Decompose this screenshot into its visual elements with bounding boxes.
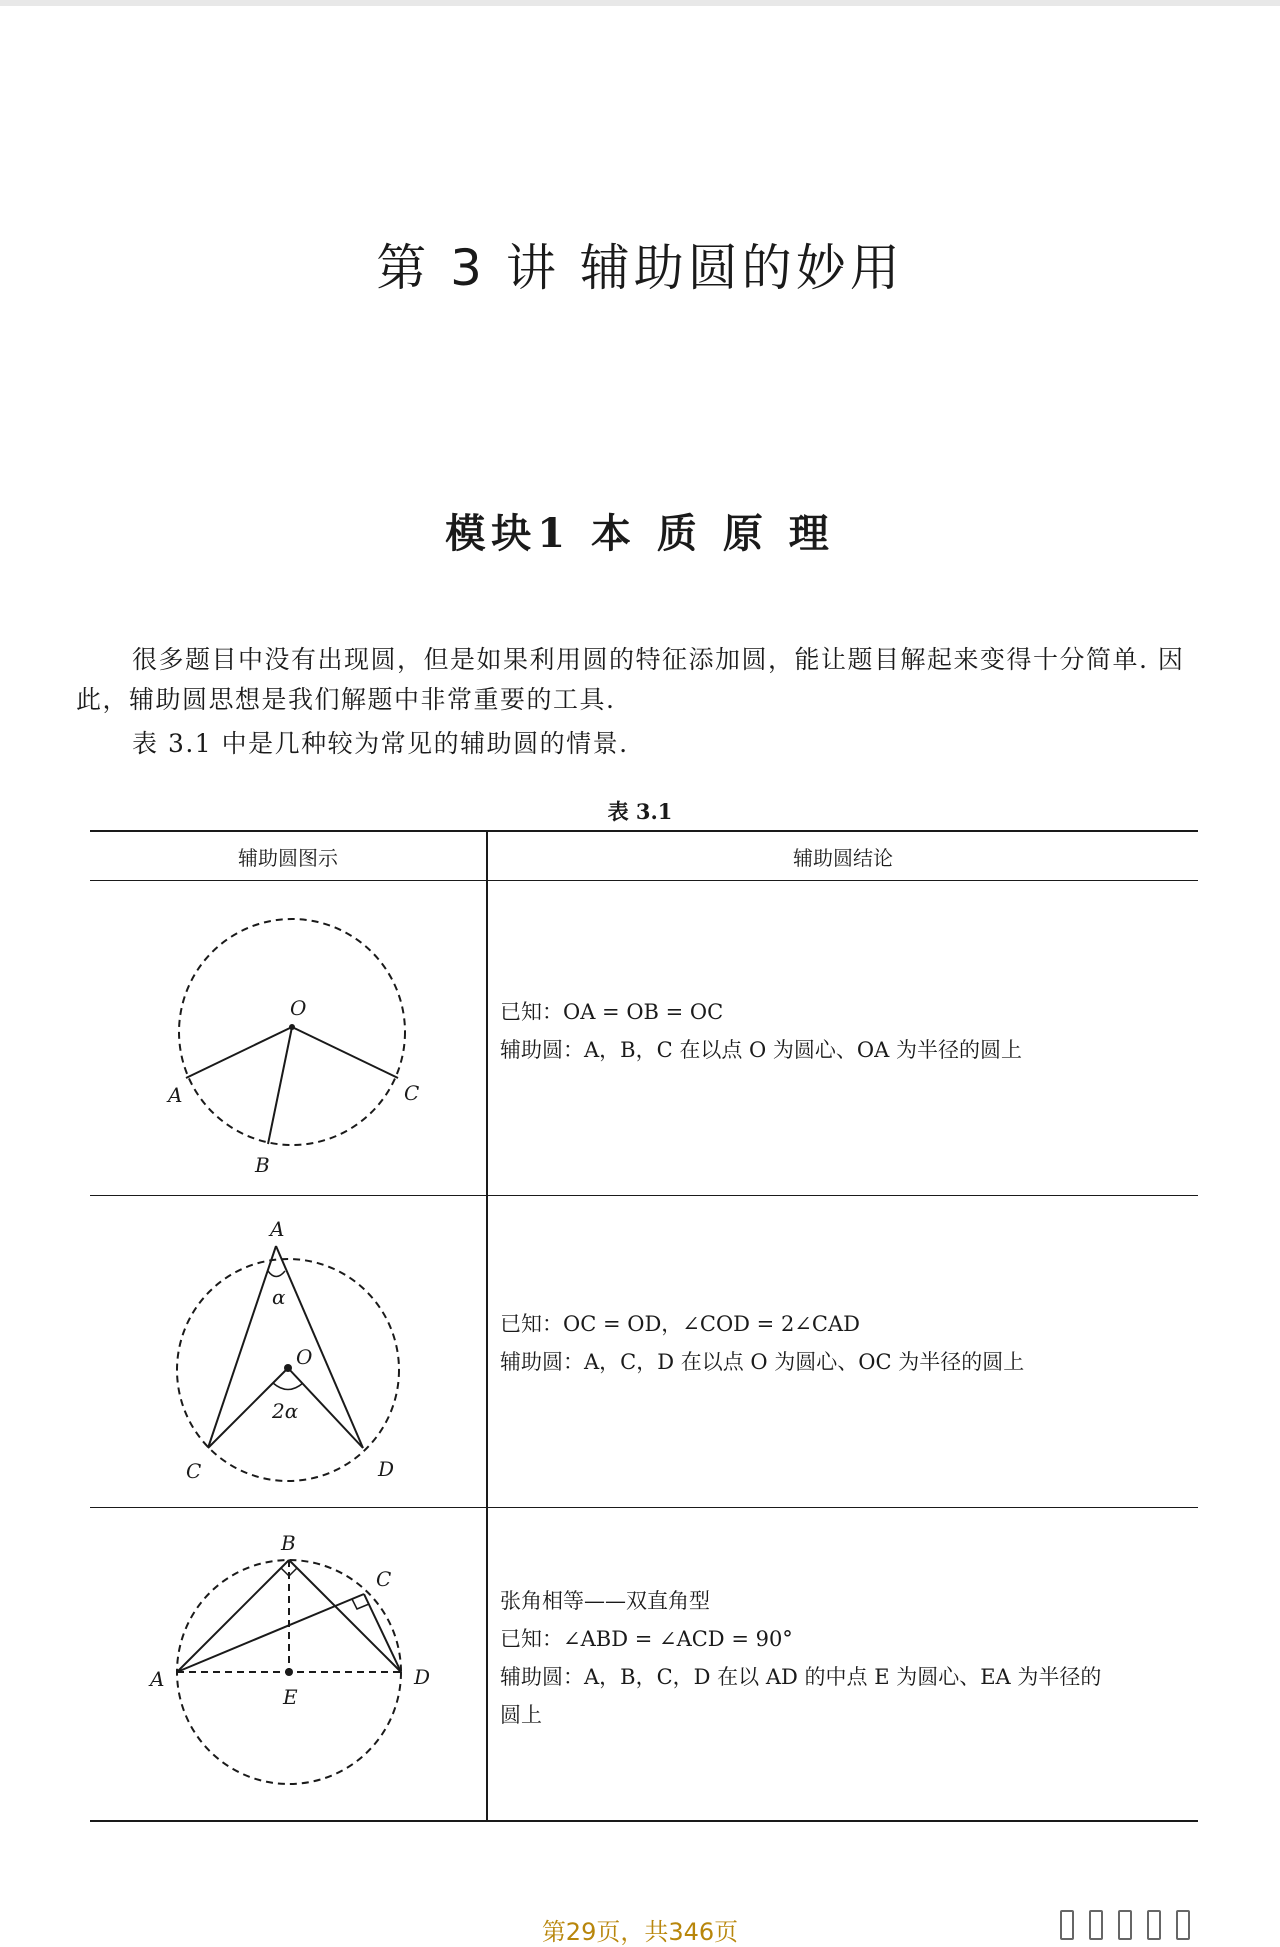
module-title: 模块1 本 质 原 理 [445, 510, 835, 557]
page-edge [0, 0, 1280, 6]
page-counter: 第29页，共346页 [541, 1918, 739, 1946]
label-c: C [186, 1459, 202, 1483]
circle-oa-ob-oc-diagram [90, 882, 486, 1194]
label-e: E [283, 1685, 298, 1709]
table-top-rule [90, 830, 1198, 832]
label-c: C [376, 1567, 392, 1591]
label-a: A [270, 1217, 285, 1241]
table-bottom-rule [90, 1820, 1198, 1822]
label-alpha: α [272, 1285, 286, 1309]
label-o: O [290, 996, 307, 1020]
table-intro-paragraph: 表 3.1 中是几种较为常见的辅助圆的情景. [132, 729, 629, 758]
page-thumb-icon[interactable] [1118, 1910, 1132, 1940]
label-o: O [296, 1345, 313, 1369]
header-conclusion: 辅助圆结论 [793, 846, 893, 870]
row3-conclusion [500, 1582, 1190, 1734]
label-d: D [414, 1665, 431, 1689]
page-nav-controls[interactable] [1060, 1910, 1200, 1938]
row2-conclusion [500, 1305, 1190, 1381]
row3-aux-cont: 圆上 [500, 1703, 542, 1727]
row1-aux: 辅助圆：A，B，C 在以点 O 为圆心、OA 为半径的圆上 [500, 1038, 1022, 1062]
row1-given: 已知：OA = OB = OC [500, 1000, 724, 1024]
label-d: D [378, 1457, 395, 1481]
label-2alpha: 2α [272, 1399, 299, 1423]
page-thumb-icon[interactable] [1060, 1910, 1074, 1940]
header-rule [90, 880, 1198, 881]
label-b: B [255, 1153, 270, 1177]
row3-figure [90, 1508, 486, 1820]
row3-heading: 张角相等——双直角型 [500, 1589, 710, 1613]
double-right-angle-diagram [90, 1508, 486, 1820]
auxiliary-circle-table [90, 830, 1198, 1822]
label-b: B [281, 1531, 296, 1555]
row2-figure [90, 1196, 486, 1506]
row1-conclusion [500, 993, 1190, 1069]
row1-figure [90, 882, 486, 1194]
table-caption: 表 3.1 [607, 799, 673, 824]
label-a: A [168, 1083, 183, 1107]
page-thumb-icon[interactable] [1089, 1910, 1103, 1940]
row3-given: 已知：∠ABD = ∠ACD = 90° [500, 1627, 793, 1651]
row2-given: 已知：OC = OD，∠COD = 2∠CAD [500, 1312, 860, 1336]
page-thumb-icon[interactable] [1147, 1910, 1161, 1940]
page-thumb-icon[interactable] [1176, 1910, 1190, 1940]
label-c: C [404, 1081, 420, 1105]
intro-paragraph: 很多题目中没有出现圆，但是如果利用圆的特征添加圆，能让题目解起来变得十分简单. 因此，辅助圆思想是我们解题中非常重要的工具. [76, 645, 1185, 714]
chapter-title: 第 3 讲 辅助圆的妙用 [376, 239, 904, 297]
column-divider [486, 830, 488, 1822]
row3-aux: 辅助圆：A，B，C，D 在以 AD 的中点 E 为圆心、EA 为半径的 [500, 1665, 1102, 1689]
row2-aux: 辅助圆：A，C，D 在以点 O 为圆心、OC 为半径的圆上 [500, 1350, 1025, 1374]
header-figure: 辅助圆图示 [238, 846, 338, 870]
circle-central-angle-diagram [90, 1196, 486, 1506]
label-a: A [150, 1667, 165, 1691]
